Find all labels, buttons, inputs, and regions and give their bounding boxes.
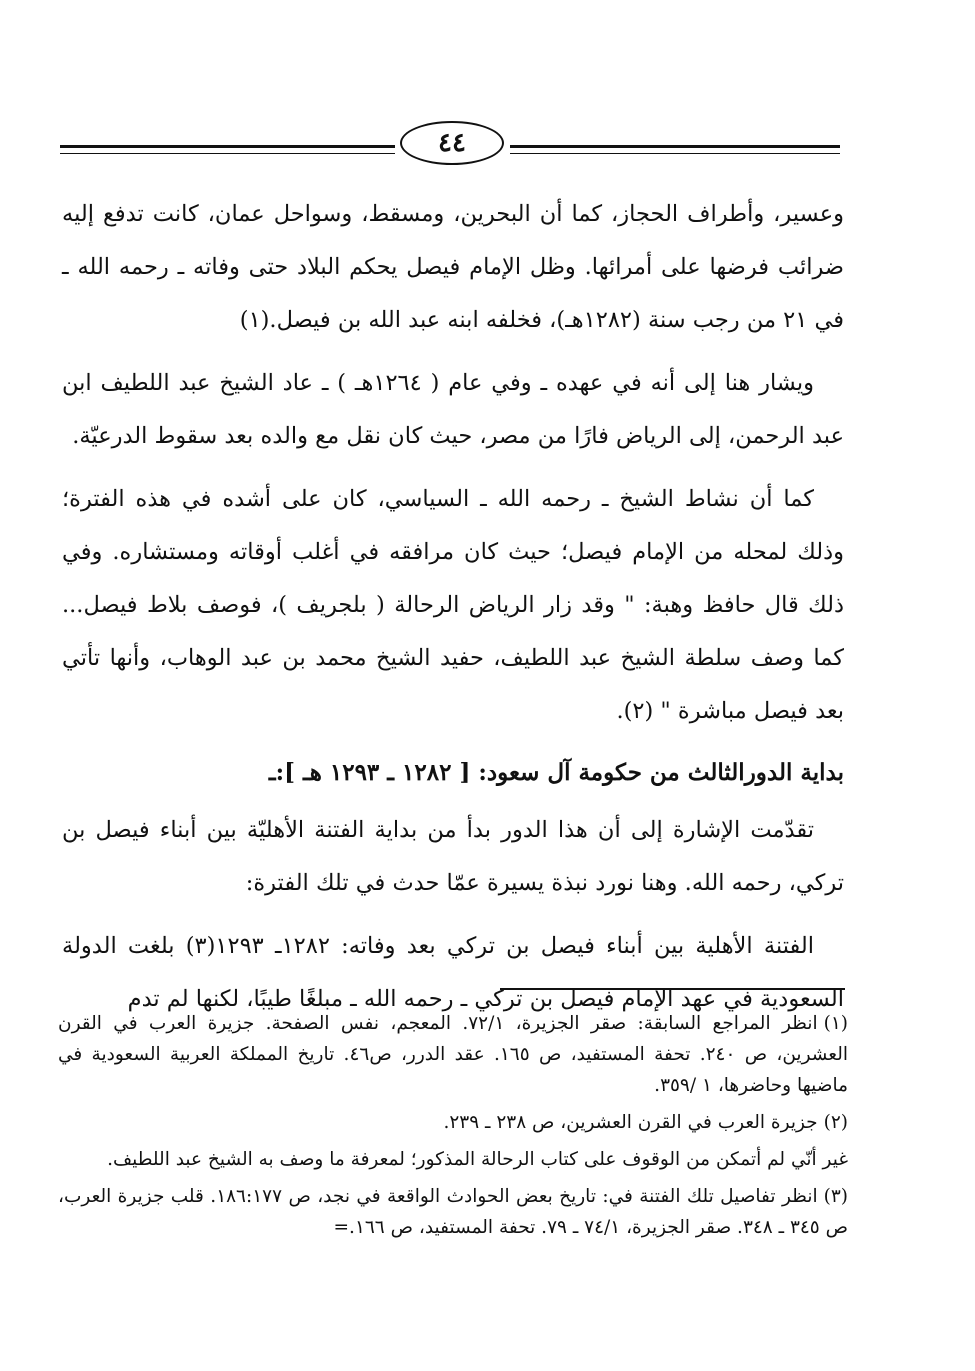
header-rule-right <box>510 145 840 154</box>
footnote-number: (٣) <box>823 1186 848 1207</box>
footnotes <box>58 1008 848 1249</box>
page-number: ٤٤ <box>400 121 504 165</box>
footnote-number: (٢) <box>823 1112 848 1133</box>
footnote-text: انظر تفاصيل تلك الفتنة في: تاريخ بعض الحوادث الواقعة في نجد، ص ١٨٦:١٧٧. قلب جزيرة العرب، ص ٣٤٥ ـ ٣٤٨. صقر الجزيرة، ٧٤/١ ـ ٧٩. تحفة المستفيد، ص ١٦٦.= <box>58 1186 848 1238</box>
footnote-text: جزيرة العرب في القرن العشرين، ص ٢٣٨ ـ ٢٣٩. <box>443 1112 818 1133</box>
footnote-2-continuation: غير أنّي لم أتمكن من الوقوف على كتاب الرحالة المذكور؛ لمعرفة ما وصف به الشيخ عبد اللطيف. <box>107 1149 848 1170</box>
footnote-2 <box>58 1107 848 1138</box>
paragraph-4: تقدّمت الإشارة إلى أن هذا الدور بدأ من بداية الفتنة الأهليّة بين أبناء فيصل بن تركي، رحمه الله. وهنا نورد نبذة يسيرة عمّا حدث في تلك الفترة: <box>62 817 844 896</box>
paragraph-3: كما أن نشاط الشيخ ـ رحمه الله ـ السياسي، كان على أشده في هذه الفترة؛ وذلك لمحله من الإمام فيصل؛ حيث كان مرافقه في أغلب أوقاته ومستشاره. وفي ذلك قال حافظ وهبة: " وقد زار الرياض الرحالة ( بلجريف )، فوصف بلاط فيصل... كما وصف سلطة الشيخ عبد اللطيف، حفيد الشيخ محمد بن عبد الوهاب، وأنها تأتي بعد فيصل مباشرة " (٢). <box>62 486 844 724</box>
paragraph-1: وعسير، وأطراف الحجاز، كما أن البحرين، ومسقط، وسواحل عمان، كانت تدفع إليه ضرائب فرضها على أمرائها. وظل الإمام فيصل يحكم البلاد حتى وفاته ـ رحمه الله ـ في ٢١ من رجب سنة (١٢٨٢هـ)، فخلفه ابنه عبد الله بن فيصل.(١) <box>62 201 844 333</box>
header-rule-left <box>60 145 395 154</box>
footnote-separator <box>500 988 845 990</box>
page-header <box>60 118 840 168</box>
footnote-number: (١) <box>823 1013 848 1034</box>
paragraph-2: ويشار هنا إلى أنه في عهده ـ وفي عام ( ١٢٦٤هـ ) ـ عاد الشيخ عبد اللطيف ابن عبد الرحمن، إلى الرياض فارًا من مصر، حيث كان نقل مع والده بعد سقوط الدرعيّة. <box>62 370 844 449</box>
main-text <box>62 188 844 1036</box>
footnote-3 <box>58 1181 848 1243</box>
paragraph-5: الفتنة الأهلية بين أبناء فيصل بن تركي بعد وفاته: ١٢٨٢ـ ١٢٩٣(٣) بلغت الدولة السعودية في عهد الإمام فيصل بن تركي ـ رحمه الله ـ مبلغًا طيبًا، لكنها لم تدم <box>62 933 844 1012</box>
footnote-1 <box>58 1008 848 1101</box>
footnote-text: انظر المراجع السابقة: صقر الجزيرة، ٧٢/١. المعجم، نفس الصفحة. جزيرة العرب في القرن العشرين، ص ٢٤٠. تحفة المستفيد، ص ١٦٥. عقد الدرر، ص٤٦. تاريخ المملكة العربية السعودية في ماضيها وحاضرها، ١ /٣٥٩. <box>58 1013 848 1096</box>
section-heading: بداية الدورالثالث من حكومة آل سعود: [ ١٢٨٢ ـ ١٢٩٣ هـ ]:ـ <box>268 759 844 786</box>
